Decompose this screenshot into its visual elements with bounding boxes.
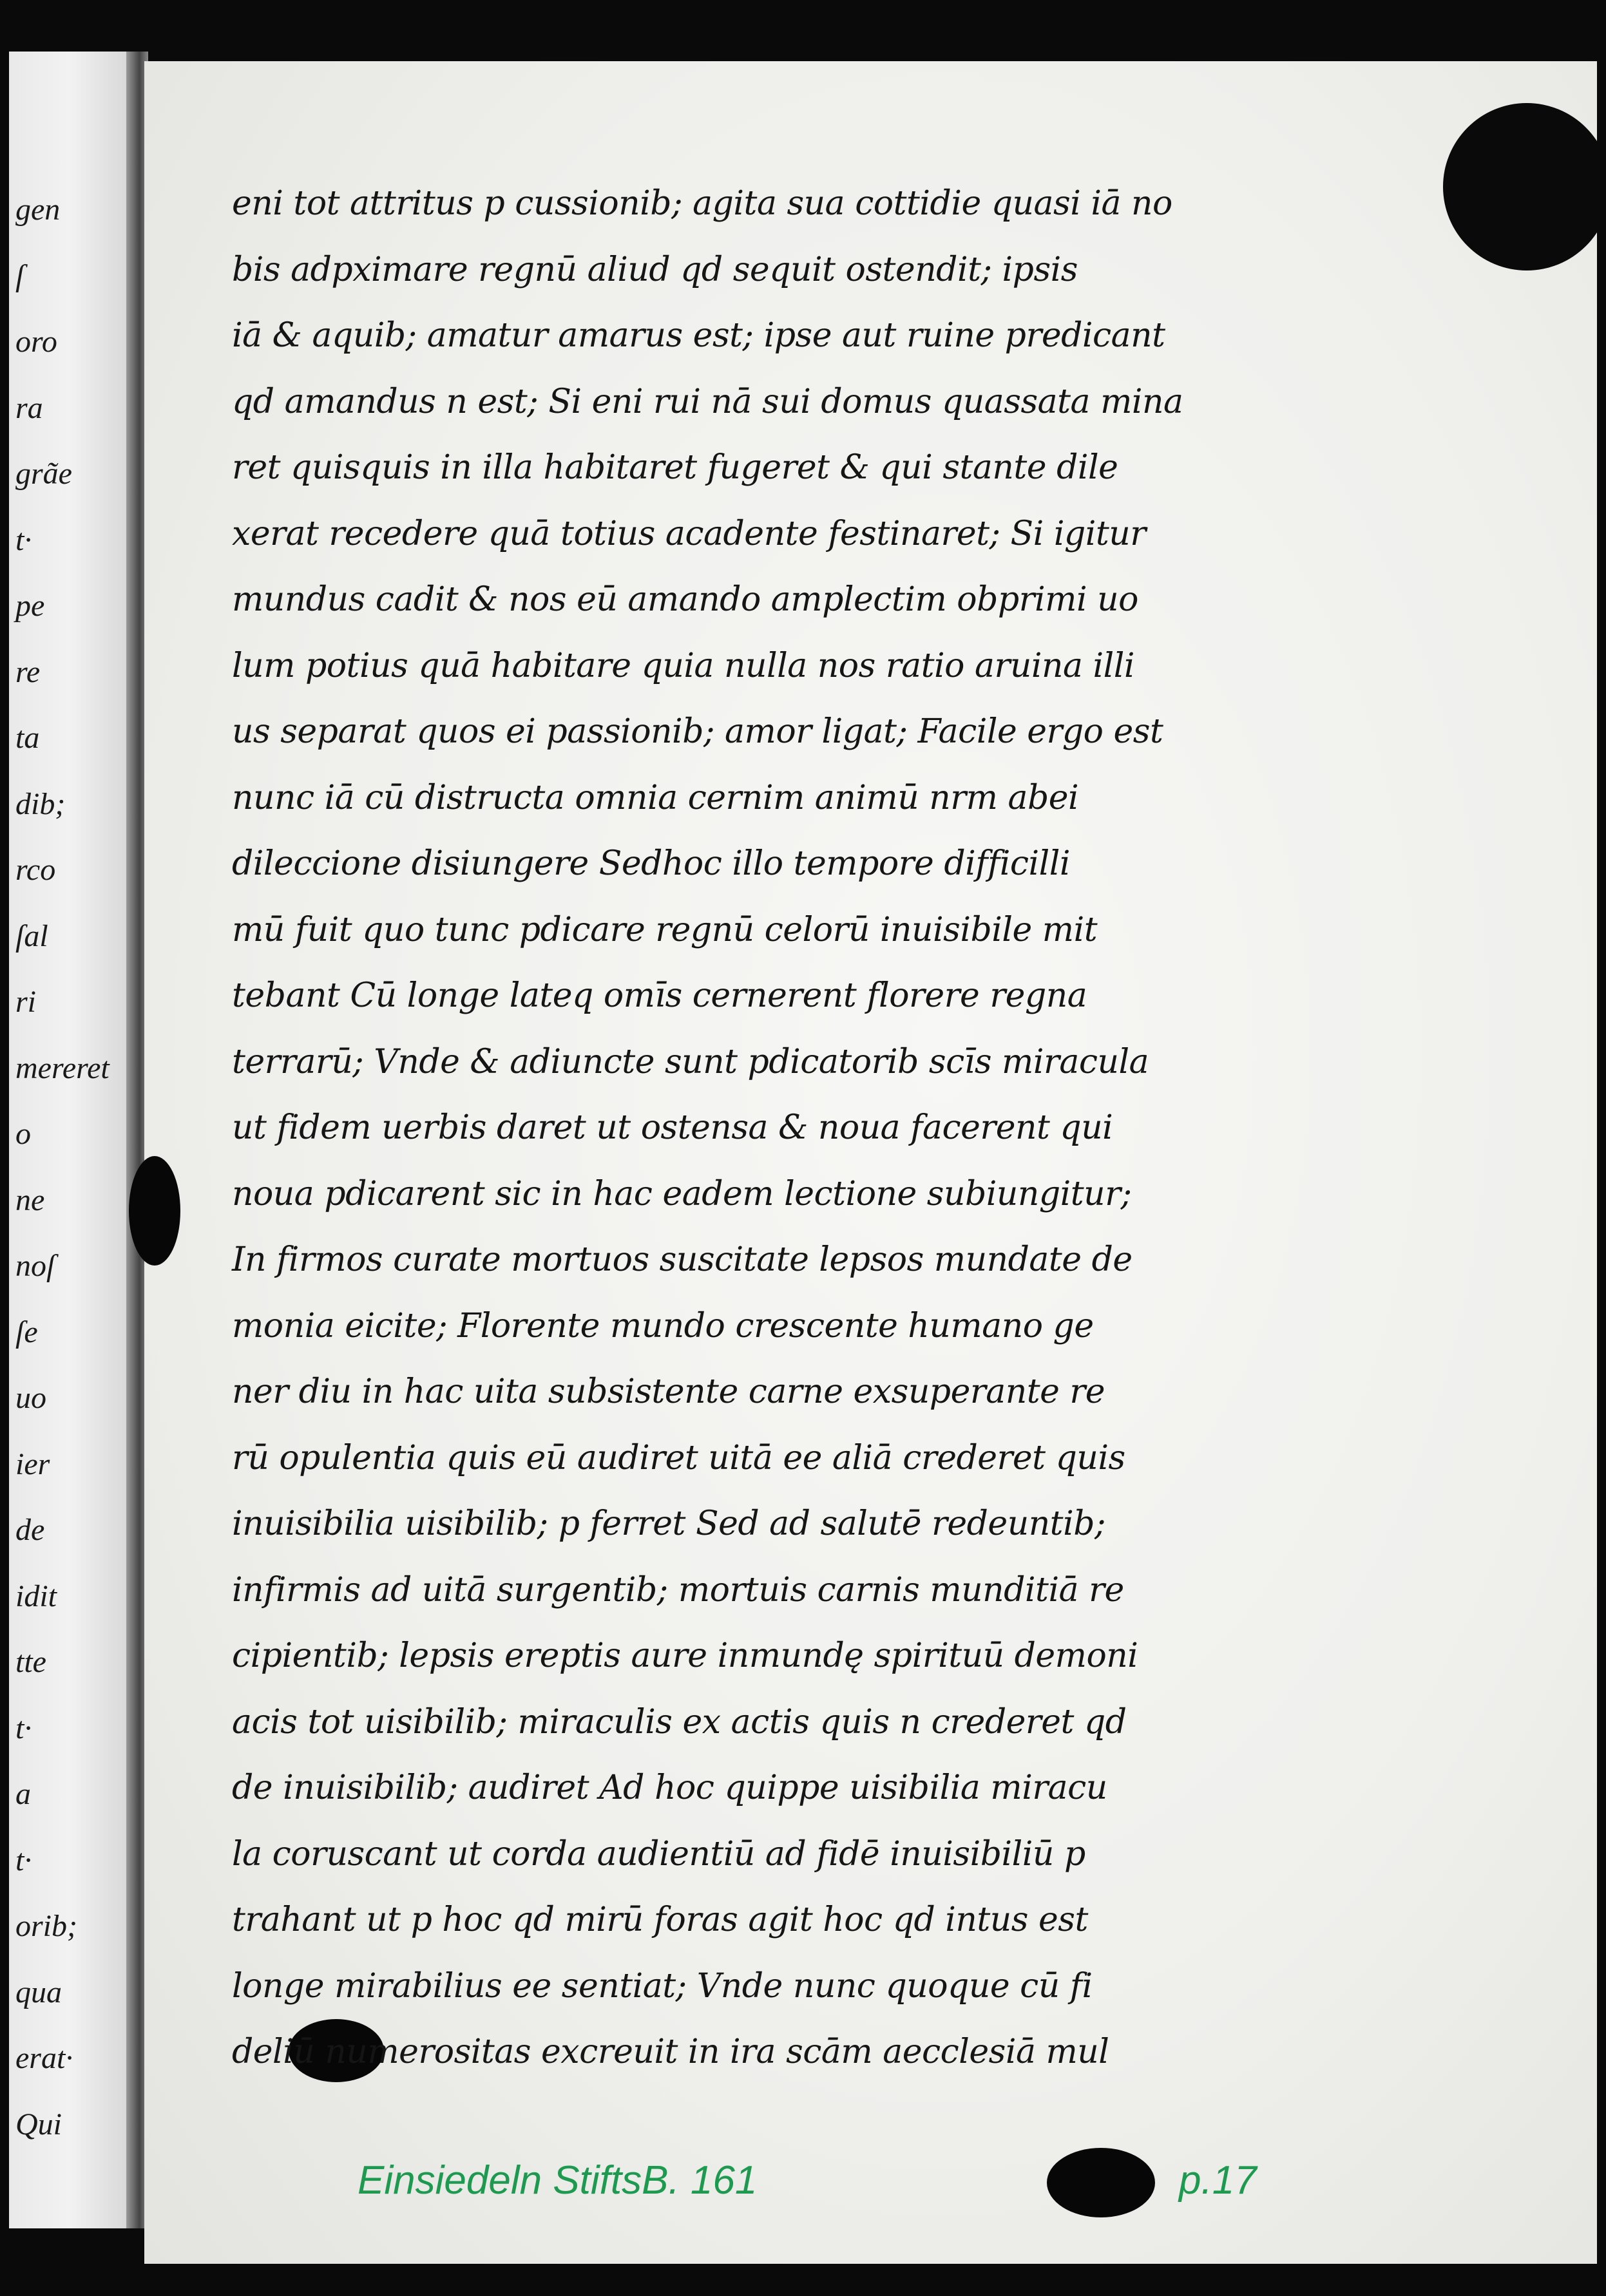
left-margin-fragment: ſe xyxy=(15,1314,38,1349)
left-margin-fragment: noſ xyxy=(15,1249,55,1283)
left-margin-fragment: tte xyxy=(15,1645,46,1679)
manuscript-line: ner diu in hac uita subsistente carne exsuperante re xyxy=(232,1372,1105,1411)
left-margin-fragment: ra xyxy=(15,390,43,425)
left-margin-fragment: a xyxy=(15,1777,31,1811)
left-margin-fragment: ri xyxy=(15,985,37,1019)
left-margin-fragment: Qui xyxy=(15,2107,62,2141)
left-margin-fragment: o xyxy=(15,1117,31,1151)
left-margin-fragment: oro xyxy=(15,325,57,359)
left-margin-fragment: t· xyxy=(15,1711,32,1745)
left-margin-fragment: grãe xyxy=(15,457,72,491)
manuscript-line: inuisibilia uisibilib; p ferret Sed ad salutē redeuntib; xyxy=(232,1504,1106,1543)
left-margin-fragments xyxy=(15,177,110,2158)
manuscript-line: la coruscant ut corda audientiū ad fidē inuisibiliū p xyxy=(232,1834,1085,1874)
page-hole-left-edge xyxy=(129,1156,180,1266)
manuscript-line: acis tot uisibilib; miraculis ex actis quis n crederet qd xyxy=(232,1702,1127,1741)
manuscript-line: tebant Cū longe lateq omīs cernerent florere regna xyxy=(232,976,1087,1015)
manuscript-line: nunc iā cū distructa omnia cernim animū nrm abei xyxy=(232,778,1079,817)
manuscript-line: deliū numerositas excreuit in ira scām aecclesiā mul xyxy=(232,2033,1109,2071)
manuscript-line: trahant ut p hoc qd mirū foras agit hoc qd intus est xyxy=(232,1901,1088,1939)
left-margin-fragment: rco xyxy=(15,853,56,887)
left-margin-fragment: re xyxy=(15,654,41,689)
left-margin-fragment: gen xyxy=(15,193,61,227)
corner-damage xyxy=(1443,103,1606,270)
left-margin-fragment: t· xyxy=(15,1843,32,1877)
page-reference-annotation: p.17 xyxy=(1179,2158,1257,2203)
manuscript-line: ret quisquis in illa habitaret fugeret & qui stante dile xyxy=(232,448,1118,487)
manuscript-line: cipientib; lepsis ereptis aure inmundę spirituū demoni xyxy=(232,1637,1138,1675)
manuscript-line: eni tot attritus p cussionib; agita sua cottidie quasi iā no xyxy=(232,184,1172,223)
left-margin-fragment: ta xyxy=(15,721,40,755)
left-margin-fragment: uo xyxy=(15,1381,46,1415)
manuscript-line: xerat recedere quā totius acadente festinaret; Si igitur xyxy=(232,514,1146,553)
left-margin-fragment: de xyxy=(15,1513,45,1547)
manuscript-line: ut fidem uerbis daret ut ostensa & noua facerent qui xyxy=(232,1108,1113,1147)
page-hole-bottom-center xyxy=(1047,2148,1155,2217)
manuscript-text-block xyxy=(232,171,1437,2085)
manuscript-line: mundus cadit & nos eū amando amplectim obprimi uo xyxy=(232,580,1138,619)
left-margin-fragment: ſ xyxy=(15,258,24,293)
manuscript-line: longe mirabilius ee sentiat; Vnde nunc quoque cū fi xyxy=(232,1966,1093,2006)
left-margin-fragment: t· xyxy=(15,522,32,557)
manuscript-line: rū opulentia quis eū audiret uitā ee aliā crederet quis xyxy=(232,1438,1125,1477)
manuscript-line: lum potius quā habitare quia nulla nos ratio aruina illi xyxy=(232,646,1135,685)
manuscript-line: In firmos curate mortuos suscitate lepsos mundate de xyxy=(232,1240,1133,1279)
shelfmark-annotation: Einsiedeln StiftsB. 161 xyxy=(358,2158,758,2203)
left-margin-fragment: pe xyxy=(15,589,45,623)
left-margin-fragment: idit xyxy=(15,1579,57,1613)
manuscript-line: mū fuit quo tunc pdicare regnū celorū inuisibile mit xyxy=(232,910,1098,949)
manuscript-line: us separat quos ei passionib; amor ligat; Facile ergo est xyxy=(232,712,1163,751)
manuscript-line: iā & aquib; amatur amarus est; ipse aut ruine predicant xyxy=(232,316,1165,355)
manuscript-line: dileccione disiungere Sedhoc illo tempore difficilli xyxy=(232,844,1071,883)
left-margin-fragment: ſal xyxy=(15,918,48,953)
manuscript-line: de inuisibilib; audiret Ad hoc quippe uisibilia miracu xyxy=(232,1769,1107,1807)
manuscript-line: bis adpximare regnū aliud qd sequit ostendit; ipsis xyxy=(232,250,1078,289)
left-margin-fragment: ne xyxy=(15,1182,45,1217)
left-margin-fragment: orib; xyxy=(15,1909,77,1943)
left-margin-fragment: qua xyxy=(15,1975,62,2009)
left-margin-fragment: ier xyxy=(15,1447,50,1481)
manuscript-line: monia eicite; Florente mundo crescente humano ge xyxy=(232,1306,1094,1345)
left-margin-fragment: erat· xyxy=(15,2041,73,2075)
manuscript-line: qd amandus n est; Si eni rui nā sui domus quassata mina xyxy=(232,382,1183,421)
manuscript-line: noua pdicarent sic in hac eadem lectione subiungitur; xyxy=(232,1174,1132,1213)
left-margin-fragment: mereret xyxy=(15,1050,110,1085)
left-margin-fragment: dib; xyxy=(15,786,66,821)
manuscript-line: terrarū; Vnde & adiuncte sunt pdicatorib scīs miracula xyxy=(232,1042,1149,1081)
facing-page-left xyxy=(9,52,144,2228)
manuscript-line: infirmis ad uitā surgentib; mortuis carnis munditiā re xyxy=(232,1570,1124,1609)
